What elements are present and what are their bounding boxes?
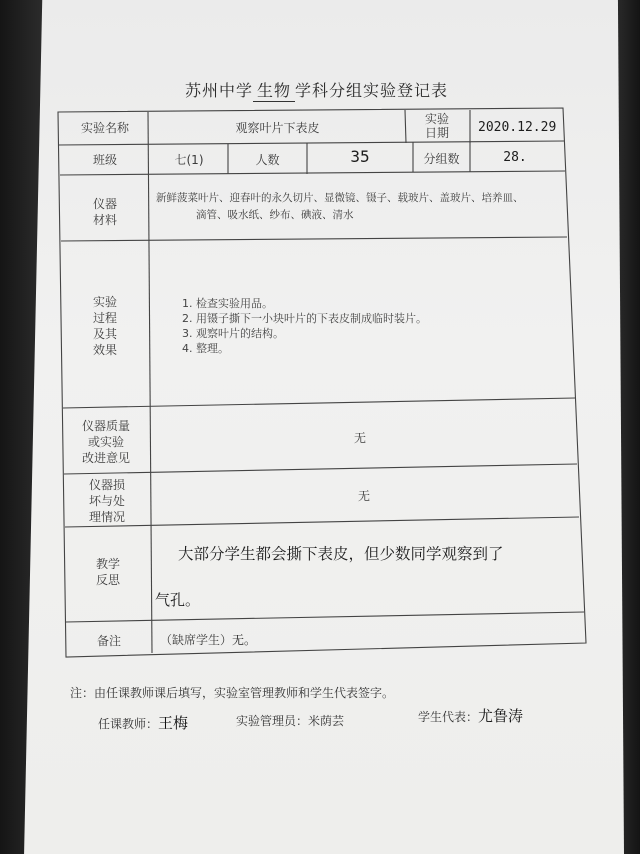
lab-manager-name: 米荫芸	[308, 714, 345, 728]
damage-label-line-2: 坏与处	[88, 494, 125, 508]
step-item: 4. 整理。	[182, 342, 229, 355]
damage-value: 无	[358, 489, 371, 503]
damage-label-line-1: 仪器损	[88, 478, 125, 492]
lab-manager-signature	[236, 712, 344, 729]
materials-value	[156, 190, 524, 224]
materials-line-1: 新鲜菠菜叶片、迎春叶的永久切片、显微镜、镊子、载玻片、盖玻片、培养皿、	[156, 192, 524, 204]
date-label-line-2: 日期	[424, 126, 449, 140]
process-steps	[182, 296, 427, 356]
quality-label	[62, 418, 150, 466]
materials-line-2: 滴管、吸水纸、纱布、碘液、清水	[196, 209, 354, 221]
experiment-name-value: 观察叶片下表皮	[235, 121, 320, 135]
title-subject: 生物	[253, 78, 295, 102]
feedback-label	[64, 556, 152, 588]
process-label-line-1: 实验	[92, 295, 117, 309]
teacher-signature	[98, 712, 188, 733]
feedback-label-line-1: 教学	[95, 557, 120, 571]
lab-manager-label: 实验管理员：	[236, 714, 309, 728]
step-item: 2. 用镊子撕下一小块叶片的下表皮制成临时装片。	[182, 312, 427, 325]
remark-text: 无。	[232, 633, 257, 647]
class-label: 班级	[92, 153, 117, 167]
process-label	[62, 294, 148, 358]
process-label-line-2: 过程	[92, 311, 117, 325]
process-label-line-3: 及其	[92, 327, 117, 341]
student-signature	[418, 705, 523, 726]
step-item: 3. 观察叶片的结构。	[182, 327, 284, 340]
materials-label-line-1: 仪器	[92, 197, 117, 211]
count-label: 人数	[255, 153, 280, 167]
remark-value	[160, 632, 256, 648]
materials-label	[62, 196, 148, 228]
quality-label-line-1: 仪器质量	[81, 419, 130, 433]
feedback-line-2: 气孔。	[155, 591, 201, 609]
date-label-line-1: 实验	[424, 112, 449, 126]
remark-prefix: （缺席学生）	[160, 633, 233, 647]
title-suffix: 学科分组实验登记表	[295, 81, 449, 100]
remark-label: 备注	[96, 634, 121, 648]
quality-label-line-2: 或实验	[87, 435, 124, 449]
teacher-label: 任课教师：	[98, 717, 159, 731]
footer-note: 注：由任课教师课后填写，实验室管理教师和学生代表签字。	[70, 686, 395, 700]
date-label	[405, 112, 469, 140]
damage-label-line-3: 理情况	[88, 510, 125, 524]
process-label-line-4: 效果	[92, 343, 117, 357]
groups-label: 分组数	[423, 152, 460, 166]
materials-label-line-2: 材料	[92, 213, 117, 227]
quality-label-line-3: 改进意见	[81, 451, 130, 465]
feedback-line-1: 大部分学生都会撕下表皮，但少数同学观察到了	[178, 545, 504, 563]
class-value: 七(1)	[174, 153, 204, 167]
form-title	[185, 78, 485, 102]
date-value: 2020.12.29	[478, 120, 557, 135]
groups-value: 28.	[503, 150, 527, 165]
student-sign: 尤鲁涛	[478, 707, 524, 725]
feedback-label-line-2: 反思	[95, 573, 120, 587]
title-prefix: 苏州中学	[185, 81, 254, 100]
step-item: 1. 检查实验用品。	[182, 297, 273, 310]
damage-label	[63, 477, 151, 525]
quality-value: 无	[354, 431, 367, 445]
teacher-sign: 王梅	[158, 714, 189, 732]
experiment-name-label: 实验名称	[80, 121, 129, 135]
student-label: 学生代表：	[418, 710, 479, 724]
count-value: 35	[350, 147, 370, 166]
